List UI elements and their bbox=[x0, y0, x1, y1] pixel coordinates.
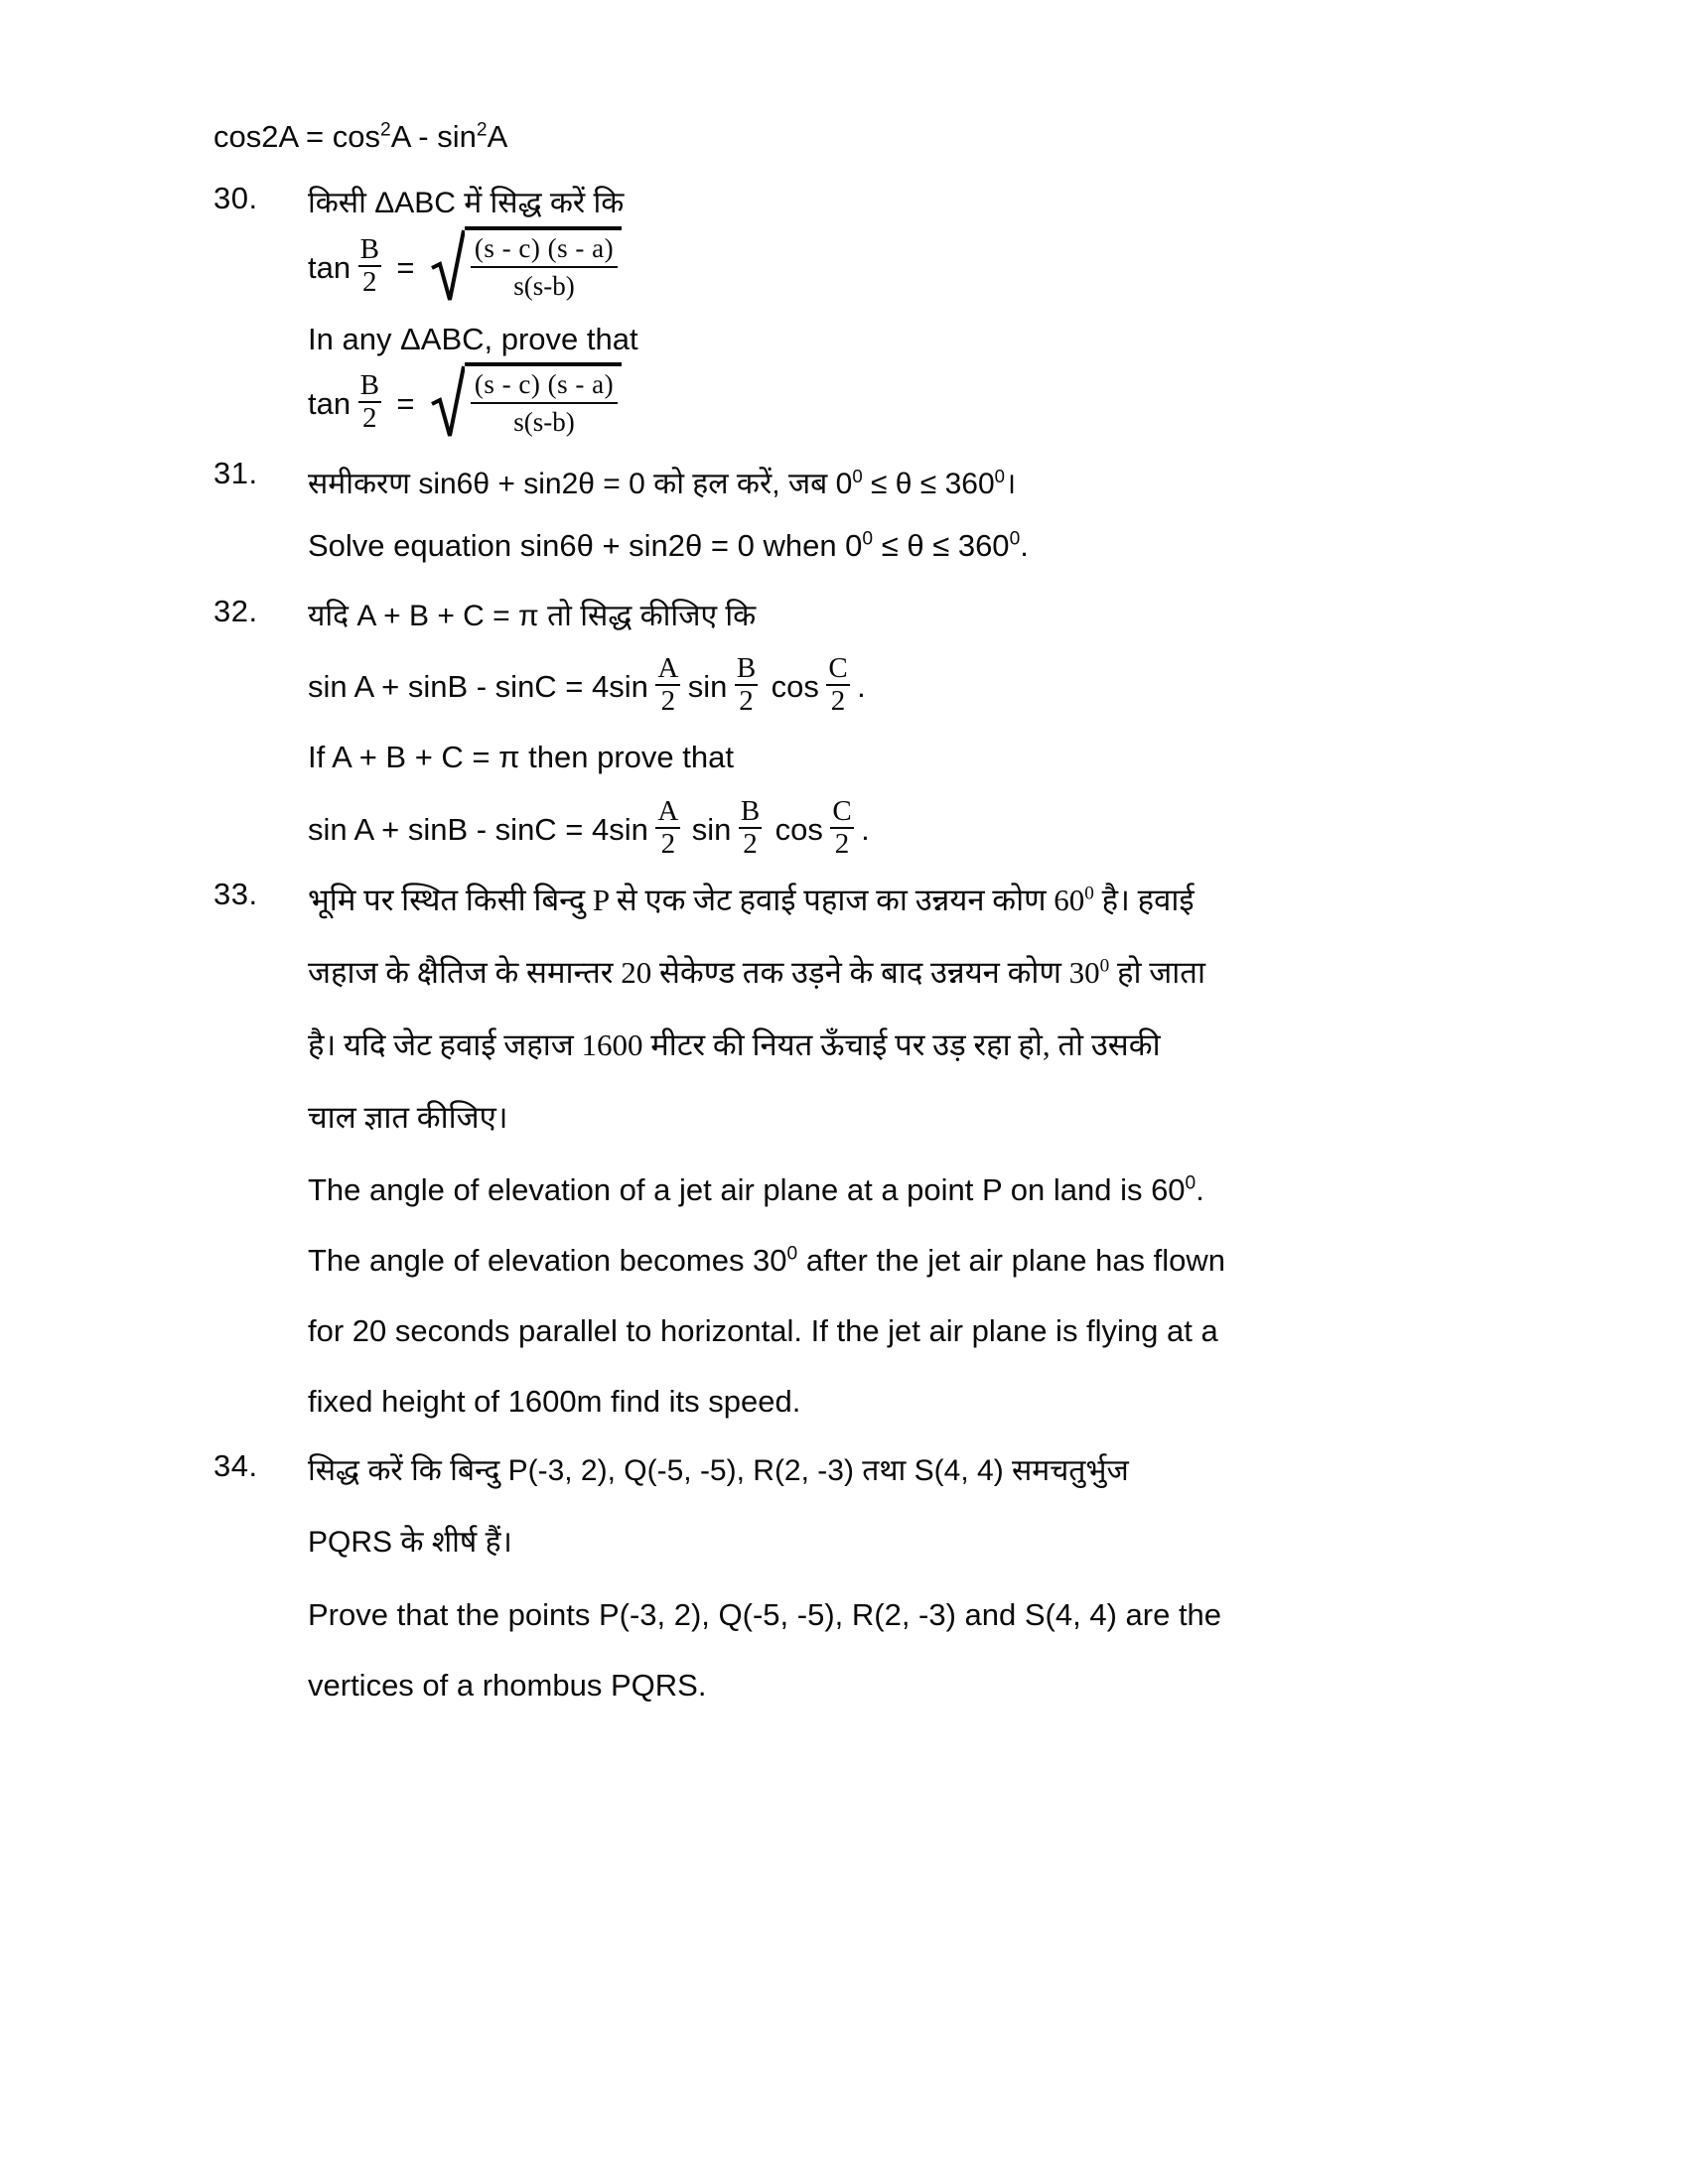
question-30-english-prompt: In any ΔABC, prove that bbox=[308, 321, 638, 356]
fraction-numerator: B bbox=[359, 232, 379, 265]
fraction-b-over-2-1 bbox=[358, 232, 381, 298]
question-30-english-formula bbox=[308, 366, 1504, 442]
equals-sign-2: = bbox=[396, 385, 415, 421]
question-33-hindi-line-2 bbox=[308, 949, 1504, 996]
radical-sign-icon bbox=[431, 362, 465, 438]
q33-english-tail-1: . bbox=[1196, 1171, 1204, 1207]
q33-hindi-tail-1: है। हवाई bbox=[1093, 882, 1195, 917]
question-33 bbox=[213, 877, 1504, 1426]
fraction-c-over-2-1 bbox=[826, 654, 849, 716]
question-32-hindi-identity bbox=[308, 652, 1504, 718]
radicand-1 bbox=[465, 226, 622, 302]
q33-hindi-degree-2: 0 bbox=[1099, 955, 1110, 977]
question-33-number: 33. bbox=[213, 876, 258, 911]
radicand-denominator: s(s-b) bbox=[513, 406, 575, 437]
fraction-numerator: A bbox=[657, 794, 679, 827]
fraction-denominator: 2 bbox=[739, 685, 754, 718]
radicand-numerator: (s - c) (s - a) bbox=[471, 231, 618, 268]
equals-sign-1: = bbox=[396, 249, 415, 285]
question-34-hindi-line-2: PQRS के शीर्ष हैं। bbox=[308, 1525, 512, 1559]
question-32-english-identity bbox=[308, 794, 1504, 861]
question-30-number: 30. bbox=[213, 181, 258, 215]
tan-label-1: tan bbox=[308, 249, 352, 285]
question-31 bbox=[213, 456, 1504, 576]
identity-period-2: . bbox=[861, 811, 870, 847]
sin-label-1: sin bbox=[687, 669, 728, 705]
page-content bbox=[213, 119, 1504, 1732]
header-formula bbox=[213, 119, 1504, 155]
fraction-denominator: 2 bbox=[660, 685, 676, 718]
identity-lead-2: sin A + sinB - sinC = 4sin bbox=[308, 811, 648, 847]
fraction-numerator: B bbox=[740, 794, 761, 827]
header-formula-tail: A bbox=[487, 119, 508, 154]
question-31-body bbox=[308, 456, 1504, 576]
q31-hindi-degree-1: 0 bbox=[852, 465, 863, 486]
q33-english-tail-2: after the jet air plane has flown bbox=[797, 1243, 1226, 1279]
fraction-a-over-2-2 bbox=[655, 794, 680, 860]
fraction-b-over-2-3 bbox=[735, 654, 758, 716]
question-32-body bbox=[308, 594, 1504, 861]
cos-label-2: cos bbox=[774, 811, 823, 847]
question-33-hindi-line-4: चाल ज्ञात कीजिए। bbox=[308, 1099, 508, 1135]
fraction-b-over-2-4 bbox=[739, 794, 762, 860]
question-32-hindi-prompt: यदि A + B + C = π तो सिद्ध कीजिए कि bbox=[308, 599, 757, 632]
q31-english-degree-1: 0 bbox=[862, 528, 874, 550]
question-30-hindi-prompt: किसी ΔABC में सिद्ध करें कि bbox=[308, 187, 625, 219]
q31-hindi-tail: । bbox=[1005, 467, 1017, 500]
q31-english-mid: ≤ θ ≤ 360 bbox=[873, 528, 1010, 564]
radicand-denominator: s(s-b) bbox=[513, 270, 575, 301]
question-33-body bbox=[308, 877, 1504, 1426]
fraction-denominator: 2 bbox=[830, 685, 846, 718]
question-32-number: 32. bbox=[213, 593, 258, 628]
fraction-numerator: A bbox=[657, 652, 679, 685]
radical-expression-2 bbox=[431, 362, 622, 438]
fraction-numerator: C bbox=[832, 794, 852, 827]
question-34-number: 34. bbox=[213, 1448, 258, 1484]
q33-hindi-degree-1: 0 bbox=[1084, 883, 1094, 904]
header-formula-sup-1: 2 bbox=[380, 119, 391, 141]
radicand-2 bbox=[465, 362, 622, 438]
q33-hindi-tail-2: हो जाता bbox=[1109, 954, 1205, 990]
question-33-english-line-2 bbox=[308, 1237, 1504, 1284]
fraction-denominator: 2 bbox=[660, 827, 676, 860]
fraction-numerator: C bbox=[828, 652, 848, 685]
question-30-body bbox=[308, 181, 1504, 442]
question-34-english-line-1: Prove that the points P(-3, 2), Q(-5, -5), R(2, -3) and S(4, 4) are the bbox=[308, 1596, 1222, 1632]
q31-english-lead: Solve equation sin6θ + sin2θ = 0 when 0 bbox=[308, 528, 863, 564]
question-31-hindi-line bbox=[308, 456, 1504, 513]
q33-english-lead-2: The angle of elevation becomes 30 bbox=[308, 1243, 787, 1279]
fraction-denominator: 2 bbox=[361, 401, 377, 434]
fraction-a-over-2-1 bbox=[655, 654, 680, 716]
q33-english-degree-1: 0 bbox=[1185, 1172, 1196, 1194]
q33-hindi-lead-2: जहाज के क्षैतिज के समान्तर 20 सेकेण्ड तक उड़ने के बाद उन्नयन कोण 30 bbox=[308, 954, 1100, 990]
q31-english-degree-2: 0 bbox=[1009, 528, 1021, 550]
question-33-hindi-line-3: है। यदि जेट हवाई जहाज 1600 मीटर की नियत ऊँचाई पर उड़ रहा हो, तो उसकी bbox=[308, 1026, 1161, 1062]
fraction-c-over-2-2 bbox=[830, 794, 853, 860]
fraction-denominator: 2 bbox=[361, 265, 377, 298]
question-33-english-line-1 bbox=[308, 1166, 1504, 1213]
q31-english-tail: . bbox=[1020, 528, 1029, 564]
q33-english-degree-2: 0 bbox=[786, 1243, 798, 1265]
header-formula-sup-2: 2 bbox=[476, 119, 488, 141]
question-31-english-line bbox=[308, 516, 1504, 576]
fraction-b-over-2-2 bbox=[358, 368, 381, 434]
fraction-numerator: B bbox=[359, 368, 379, 401]
question-33-hindi-line-1 bbox=[308, 877, 1504, 923]
tan-label-2: tan bbox=[308, 385, 352, 421]
question-33-english-line-3: for 20 seconds parallel to horizontal. If the jet air plane is flying at a bbox=[308, 1313, 1218, 1349]
q33-english-lead-1: The angle of elevation of a jet air plane at a point P on land is 60 bbox=[308, 1171, 1186, 1207]
fraction-denominator: 2 bbox=[834, 827, 850, 860]
q31-hindi-lead: समीकरण sin6θ + sin2θ = 0 को हल करें, जब 0 bbox=[308, 467, 853, 500]
header-formula-mid: A - sin bbox=[390, 119, 477, 154]
fraction-denominator: 2 bbox=[743, 827, 758, 860]
question-34-body bbox=[308, 1448, 1504, 1707]
question-33-english-line-4: fixed height of 1600m find its speed. bbox=[308, 1384, 801, 1420]
question-34-english-line-2: vertices of a rhombus PQRS. bbox=[308, 1667, 707, 1703]
fraction-numerator: B bbox=[736, 652, 757, 685]
question-31-number: 31. bbox=[213, 455, 258, 490]
identity-lead-1: sin A + sinB - sinC = 4sin bbox=[308, 669, 648, 705]
sin-label-2: sin bbox=[691, 811, 732, 847]
q31-hindi-mid: ≤ θ ≤ 360 bbox=[862, 467, 995, 500]
header-formula-lead: cos2A = cos bbox=[213, 119, 381, 154]
cos-label-1: cos bbox=[771, 669, 819, 705]
question-34-hindi-line-1: सिद्ध करें कि बिन्दु P(-3, 2), Q(-5, -5), R(2, -3) तथा S(4, 4) समचतुर्भुज bbox=[308, 1454, 1129, 1488]
question-32-english-prompt: If A + B + C = π then prove that bbox=[308, 740, 734, 775]
question-32 bbox=[213, 594, 1504, 861]
radical-sign-icon bbox=[431, 226, 465, 302]
question-30 bbox=[213, 181, 1504, 442]
identity-period-1: . bbox=[857, 669, 866, 705]
question-30-hindi-formula bbox=[308, 230, 1504, 306]
question-34 bbox=[213, 1448, 1504, 1707]
q31-hindi-degree-2: 0 bbox=[994, 465, 1006, 486]
radicand-numerator: (s - c) (s - a) bbox=[471, 367, 618, 404]
q33-hindi-lead-1: भूमि पर स्थित किसी बिन्दु P से एक जेट हवाई पहाज का उन्नयन कोण 60 bbox=[308, 882, 1085, 917]
radical-expression-1 bbox=[431, 226, 622, 302]
